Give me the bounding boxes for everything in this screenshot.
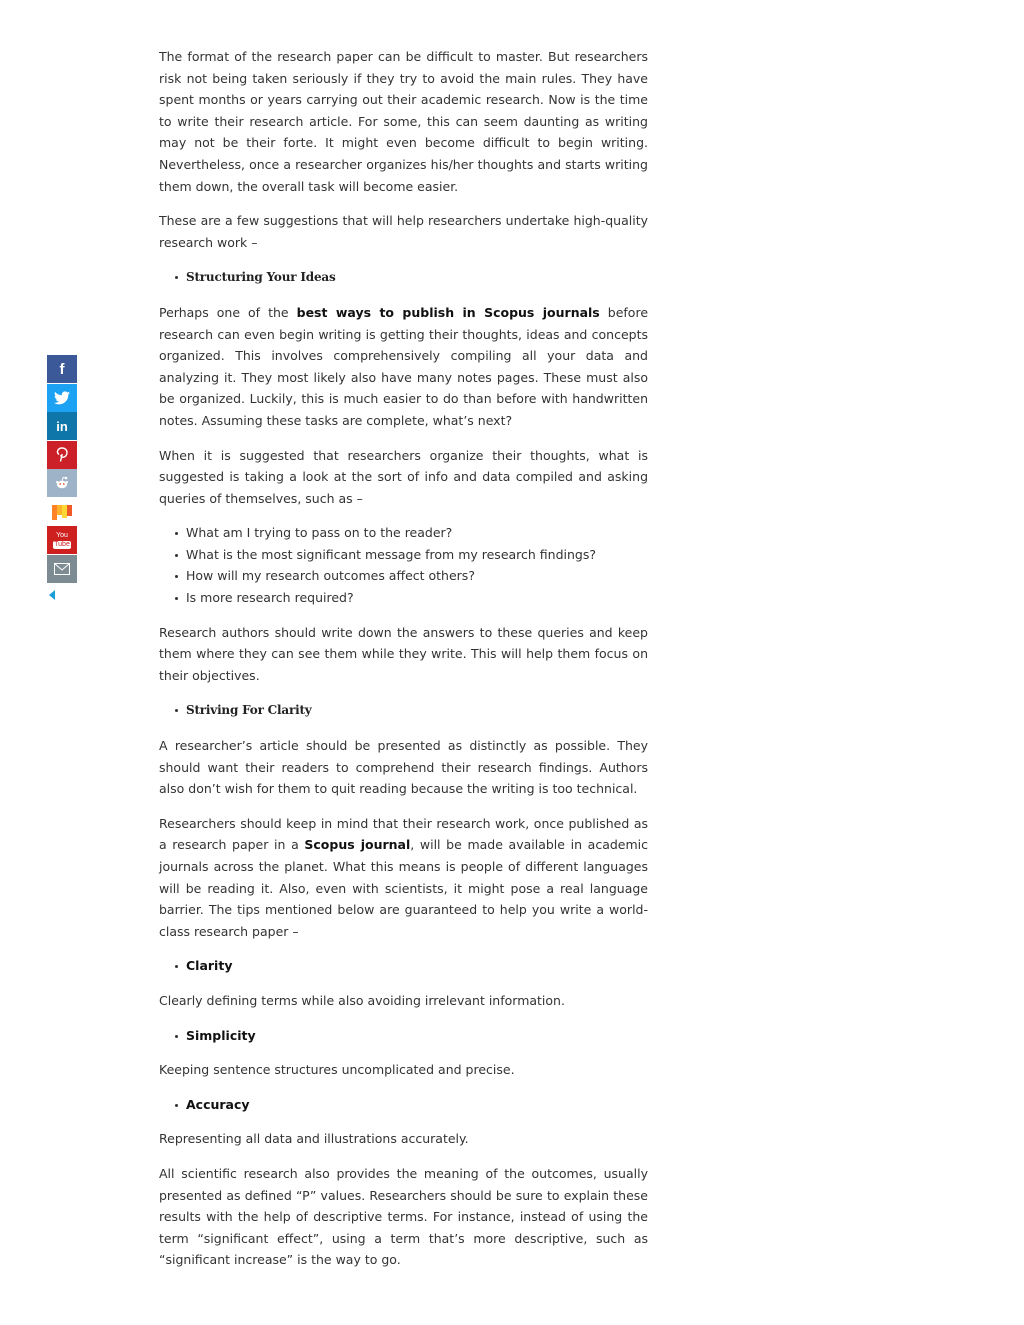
linkedin-share-button[interactable] [47,412,77,440]
tip-heading-list [159,1025,648,1047]
twitter-icon [54,391,70,405]
scopus-journals-link[interactable]: best ways to publish in Scopus journals [296,304,600,320]
reddit-share-button[interactable] [47,469,77,497]
list-item: What am I trying to pass on to the reader? [186,522,648,544]
article-body [159,46,648,1284]
youtube-share-button[interactable] [47,526,77,554]
tip-heading-simplicity: Simplicity [186,1025,648,1047]
linkedin-icon: in [56,418,68,434]
tip-simplicity-paragraph: Keeping sentence structures uncomplicated and precise. [159,1062,515,1078]
suggestions-intro-paragraph: These are a few suggestions that will help researchers undertake high-quality research work – [159,213,648,250]
list-item: What is the most significant message from my research findings? [186,544,648,566]
scopus-journal-link[interactable]: Scopus journal [304,837,411,853]
scopus-journal-paragraph: Researchers should keep in mind that their research work, once published as a research paper in a Scopus journal, will be made available in academic journals across the planet. What this means is people of different languages will be reading it. Also, even with scientists, it might pose a real language barrier. The tips mentioned below are guaranteed to help you write a world-class research paper – [159,815,648,939]
list-item: Is more research required? [186,587,648,609]
answers-paragraph: Research authors should write down the answers to these queries and keep them where they can see them while they write. This will help them focus on their objectives. [159,624,648,683]
section-heading-list [159,699,648,722]
facebook-icon: f [59,360,65,378]
youtube-icon-top: You [56,531,68,539]
tip-heading-accuracy: Accuracy [186,1094,648,1116]
mix-icon [51,503,73,521]
youtube-icon-bottom: Tube [54,540,70,548]
intro-paragraph: The format of the research paper can be difficult to master. But researchers risk not being taken seriously if they try to avoid the main rules. They have spent months or years carrying out their academic research. Now is the time to write their research article. For some, this can seem daunting as writing may not be their forte. It might even become difficult to begin writing. Nevertheless, once a researcher organizes his/her thoughts and starts writing them down, the overall task will become easier. [159,49,648,194]
email-share-button[interactable] [47,555,77,583]
tip-heading-list [159,1094,648,1116]
clarity-paragraph: A researcher’s article should be presented as distinctly as possible. They should want their readers to comprehend their research findings. Authors also don’t wish for them to quit reading because the writing is too technical. [159,738,648,797]
organize-thoughts-paragraph: When it is suggested that researchers organize their thoughts, what is suggested is taking a look at the sort of info and data compiled and asking queries of themselves, such as – [159,447,648,506]
tip-heading-clarity: Clarity [186,955,648,977]
twitter-share-button[interactable] [47,384,77,412]
mix-share-button[interactable] [47,498,77,526]
collapse-arrow-icon [47,589,57,601]
structuring-paragraph: Perhaps one of the best ways to publish in Scopus journals before research can even begin writing is getting their thoughts, ideas and concepts organized. This involves comprehensively compiling all your data and analyzing it. They most likely also have many notes pages. These must also be organized. Luckily, this is much easier to do than before with handwritten notes. Assuming these tasks are complete, what’s next? [159,304,649,428]
pinterest-share-button[interactable] [47,441,77,469]
section-heading-structuring: Structuring Your Ideas [186,266,648,289]
collapse-share-bar-button[interactable] [47,586,61,600]
list-item: How will my research outcomes affect others? [186,565,648,587]
questions-list [159,522,648,608]
tip-accuracy-paragraph: Representing all data and illustrations accurately. [159,1131,469,1147]
pinterest-icon [56,447,68,462]
tip-clarity-paragraph: Clearly defining terms while also avoiding irrelevant information. [159,992,565,1008]
tip-heading-list [159,955,648,977]
section-heading-list [159,266,648,289]
social-share-bar [47,355,77,600]
facebook-share-button[interactable] [47,355,77,383]
p-values-paragraph: All scientific research also provides the meaning of the outcomes, usually presented as defined “P” values. Researchers should be sure to explain these results with the help of descriptive terms. For instance, instead of using the term “significant effect”, using a term that’s more descriptive, such as “significant increase” is the way to go. [159,1165,648,1268]
section-heading-clarity: Striving For Clarity [186,699,648,722]
reddit-icon [54,475,70,491]
email-icon [54,563,70,575]
